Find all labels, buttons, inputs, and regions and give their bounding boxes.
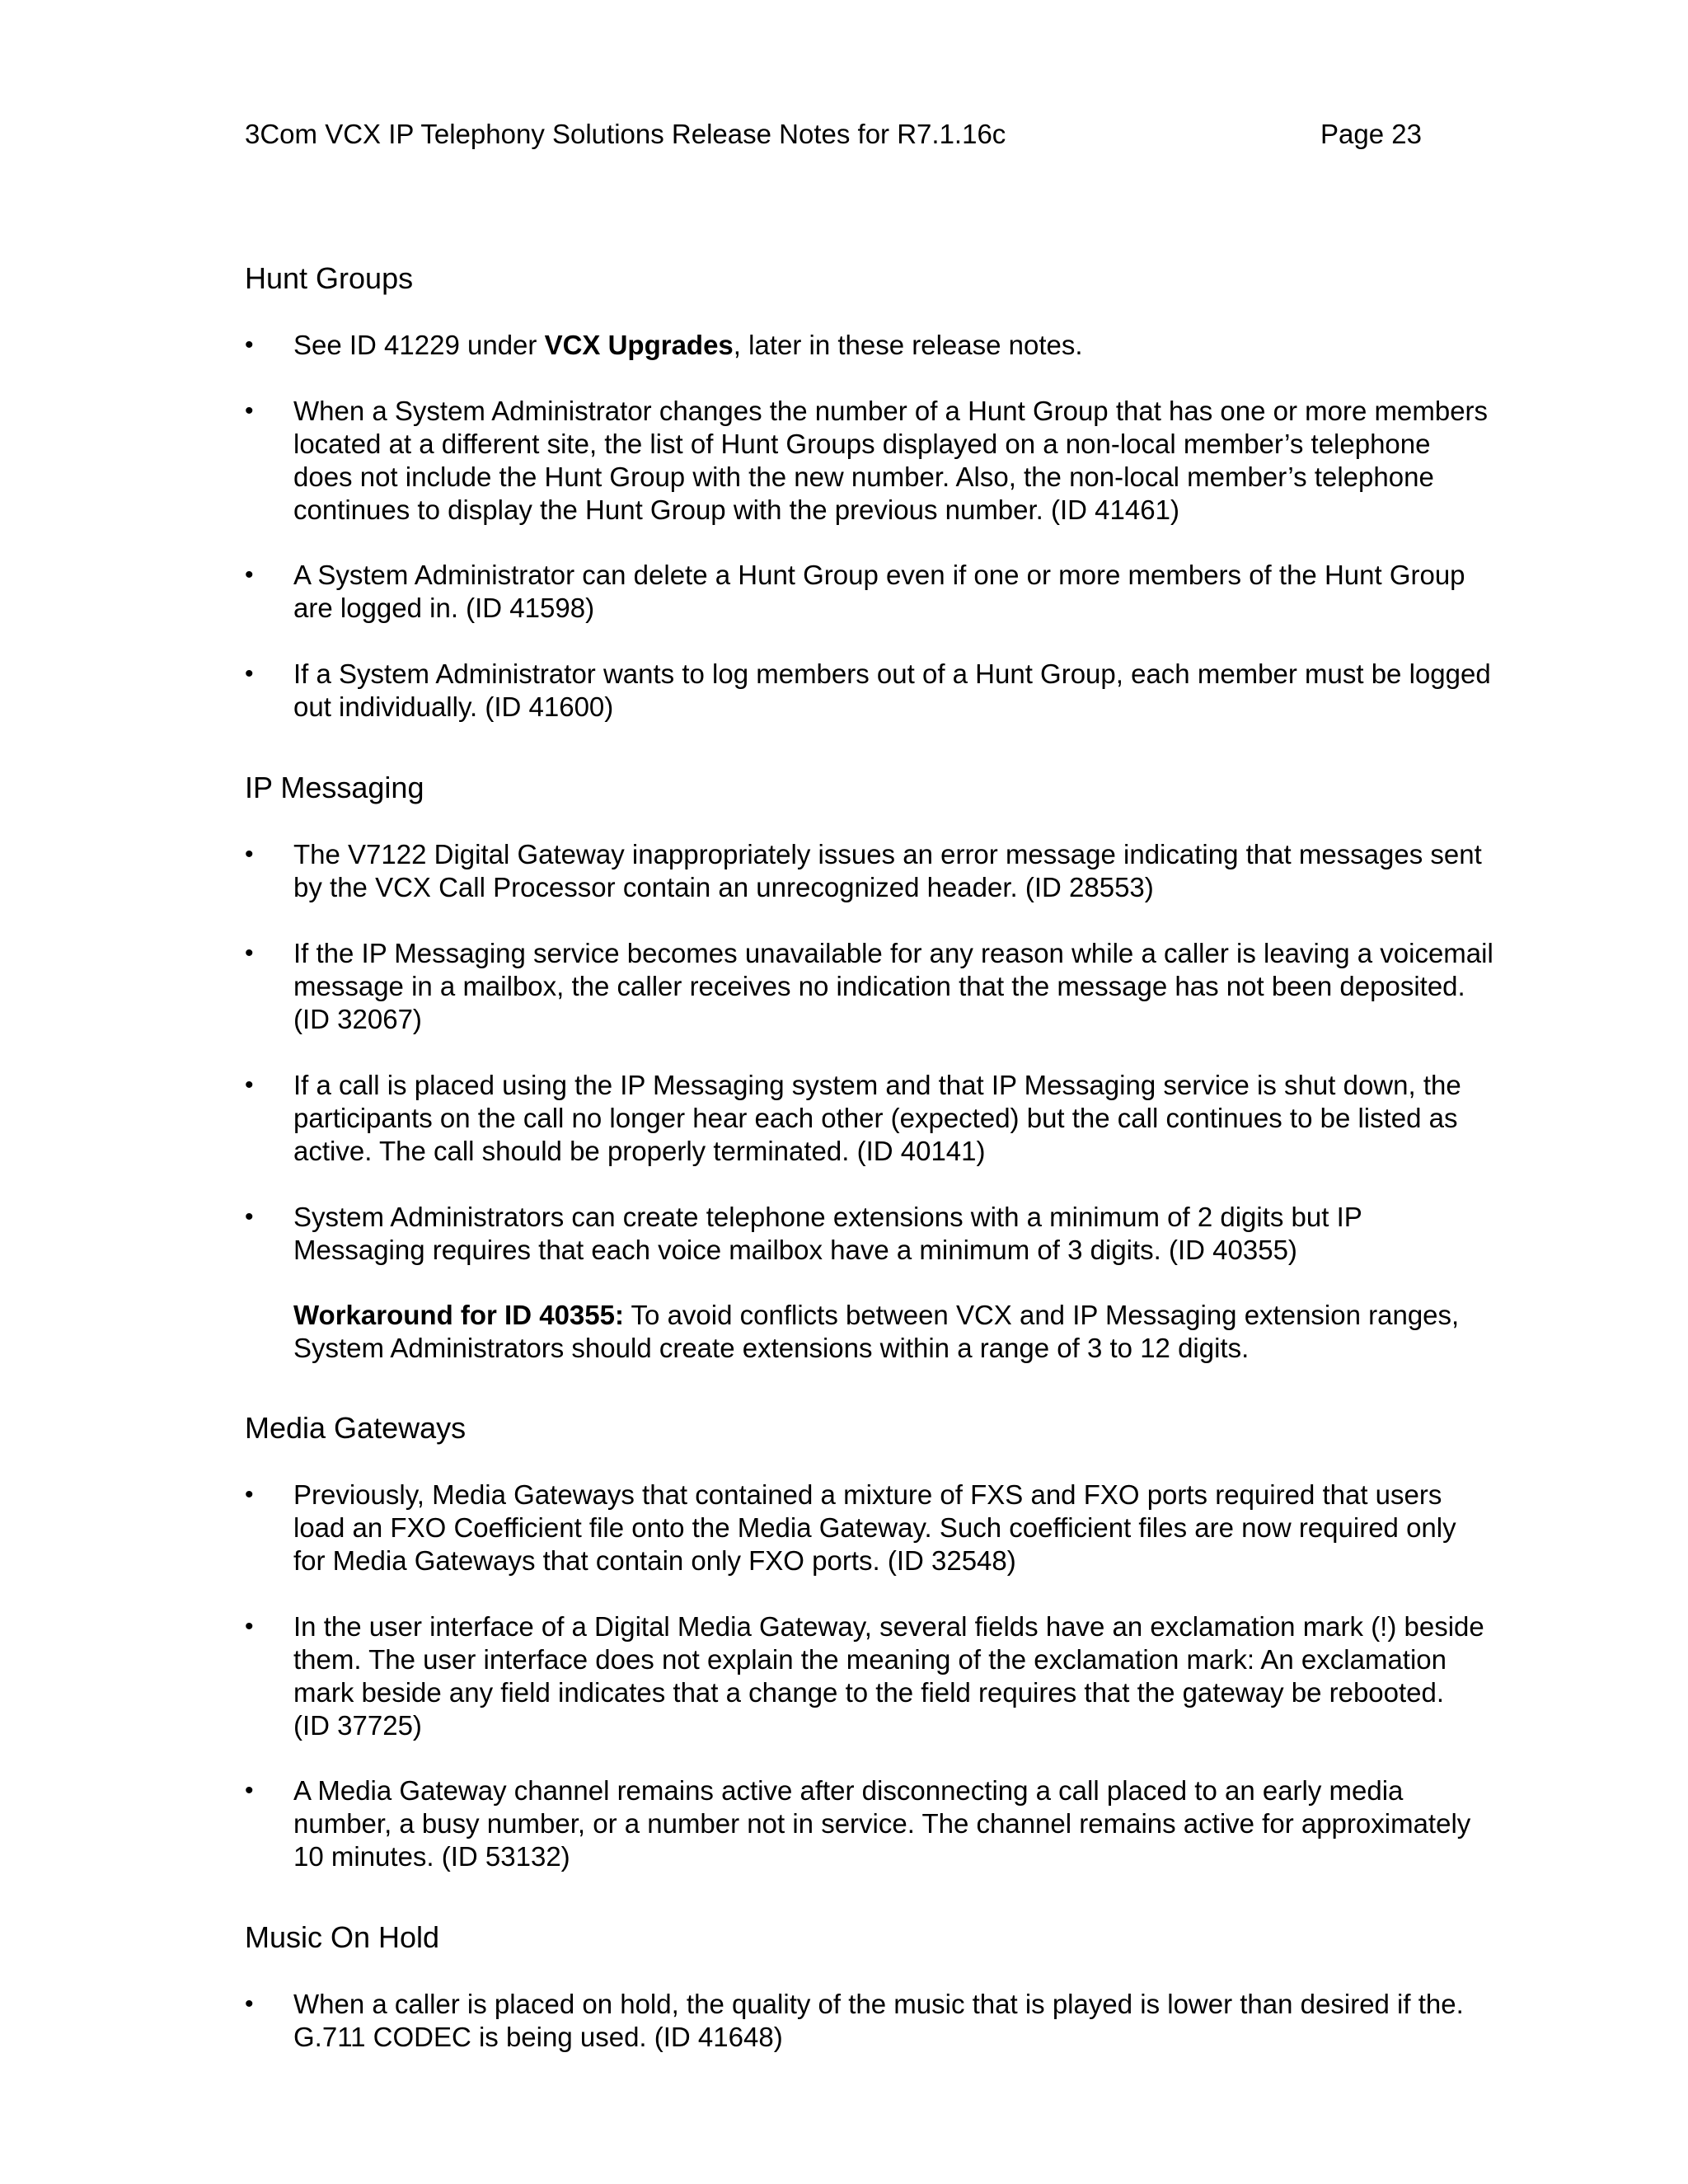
list-item-text	[293, 1201, 1497, 1267]
bullet-icon: •	[245, 561, 254, 588]
workaround-label: Workaround for ID 40355:	[293, 1300, 624, 1330]
text-line: The V7122 Digital Gateway inappropriately issues an error message indicating that messages sent	[293, 839, 1482, 869]
text-line: G.711 CODEC is being used. (ID 41648)	[293, 2022, 783, 2052]
text-line: If a System Administrator wants to log members out of a Hunt Group, each member must be logged	[293, 658, 1491, 689]
text-run: , later in these release notes.	[733, 330, 1083, 360]
bullet-icon: •	[245, 1990, 254, 2018]
text-line: A Media Gateway channel remains active after disconnecting a call placed to an early media	[293, 1775, 1404, 1806]
text-line: A System Administrator can delete a Hunt Group even if one or more members of the Hunt Group	[293, 560, 1465, 590]
text-line: participants on the call no longer hear each other (expected) but the call continues to be listed as	[293, 1103, 1458, 1133]
text-line: are logged in. (ID 41598)	[293, 593, 595, 623]
list-item-text	[293, 329, 1497, 362]
page-header	[245, 117, 1425, 152]
text-run: See ID 41229 under	[293, 330, 545, 360]
text-line: does not include the Hunt Group with the new number. Also, the non-local member’s telephone	[293, 462, 1434, 492]
page-number: Page 23	[1320, 119, 1422, 149]
list-item-text	[293, 937, 1497, 1036]
text-line: System Administrators can create telephone extensions with a minimum of 2 digits but IP	[293, 1202, 1362, 1232]
header-title: 3Com VCX IP Telephony Solutions Release Notes for R7.1.16c	[245, 119, 1006, 149]
text-line: by the VCX Call Processor contain an unrecognized header. (ID 28553)	[293, 872, 1154, 902]
section-heading-media-gateways: Media Gateways	[245, 1411, 467, 1445]
bullet-icon: •	[245, 1481, 254, 1508]
text-line: (ID 37725)	[293, 1710, 422, 1741]
text-line: System Administrators should create extensions within a range of 3 to 12 digits.	[293, 1333, 1250, 1363]
list-item-text	[293, 1610, 1497, 1742]
text-line: If a call is placed using the IP Messaging system and that IP Messaging service is shut down, the	[293, 1070, 1461, 1100]
bullet-icon: •	[245, 1777, 254, 1804]
list-item-text	[293, 1479, 1497, 1577]
list-item-text	[293, 658, 1497, 724]
bullet-icon: •	[245, 397, 254, 424]
bullet-icon: •	[245, 841, 254, 868]
bullet-icon: •	[245, 660, 254, 687]
text-line: When a System Administrator changes the number of a Hunt Group that has one or more members	[293, 396, 1489, 426]
text-line: mark beside any field indicates that a change to the field requires that the gateway be rebooted.	[293, 1677, 1445, 1708]
text-line: located at a different site, the list of Hunt Groups displayed on a non-local member’s telephone	[293, 429, 1431, 459]
bullet-icon: •	[245, 940, 254, 967]
list-item-text	[293, 1774, 1497, 1873]
list-item-text	[293, 559, 1497, 625]
text-line: 10 minutes. (ID 53132)	[293, 1841, 570, 1872]
section-heading-hunt-groups: Hunt Groups	[245, 261, 414, 295]
text-line: for Media Gateways that contain only FXO ports. (ID 32548)	[293, 1545, 1016, 1576]
section-heading-ip-messaging: IP Messaging	[245, 771, 424, 804]
list-item-text	[293, 1069, 1497, 1168]
text-line: active. The call should be properly terminated. (ID 40141)	[293, 1136, 986, 1166]
text-line: out individually. (ID 41600)	[293, 691, 614, 722]
text-line: Messaging requires that each voice mailbox have a minimum of 3 digits. (ID 40355)	[293, 1235, 1297, 1265]
workaround-note	[293, 1299, 1497, 1365]
text-line: them. The user interface does not explain the meaning of the exclamation mark: An exclamation	[293, 1644, 1447, 1675]
text-line: In the user interface of a Digital Media Gateway, several fields have an exclamation mark (!) beside	[293, 1611, 1484, 1642]
text-line: continues to display the Hunt Group with the previous number. (ID 41461)	[293, 494, 1179, 525]
text-line: number, a busy number, or a number not in service. The channel remains active for approximately	[293, 1808, 1471, 1839]
text-line: load an FXO Coefficient file onto the Media Gateway. Such coefficient files are now required only	[293, 1512, 1456, 1543]
vcx-upgrades-reference: VCX Upgrades	[544, 330, 734, 360]
bullet-icon: •	[245, 331, 254, 359]
bullet-icon: •	[245, 1613, 254, 1640]
text-line: Previously, Media Gateways that contained a mixture of FXS and FXO ports required that users	[293, 1479, 1442, 1510]
list-item-text	[293, 838, 1497, 904]
bullet-icon: •	[245, 1203, 254, 1230]
text-line: (ID 32067)	[293, 1004, 422, 1034]
section-heading-music-on-hold: Music On Hold	[245, 1920, 440, 1954]
list-item-text	[293, 1988, 1497, 2054]
text-line: When a caller is placed on hold, the quality of the music that is played is lower than desired if the.	[293, 1989, 1464, 2019]
list-item-text	[293, 395, 1497, 527]
text-line: If the IP Messaging service becomes unavailable for any reason while a caller is leaving a voicemail	[293, 938, 1493, 968]
text-run: To avoid conflicts between VCX and IP Messaging extension ranges,	[623, 1300, 1460, 1330]
text-line: message in a mailbox, the caller receives no indication that the message has not been deposited.	[293, 971, 1465, 1001]
bullet-icon: •	[245, 1071, 254, 1099]
